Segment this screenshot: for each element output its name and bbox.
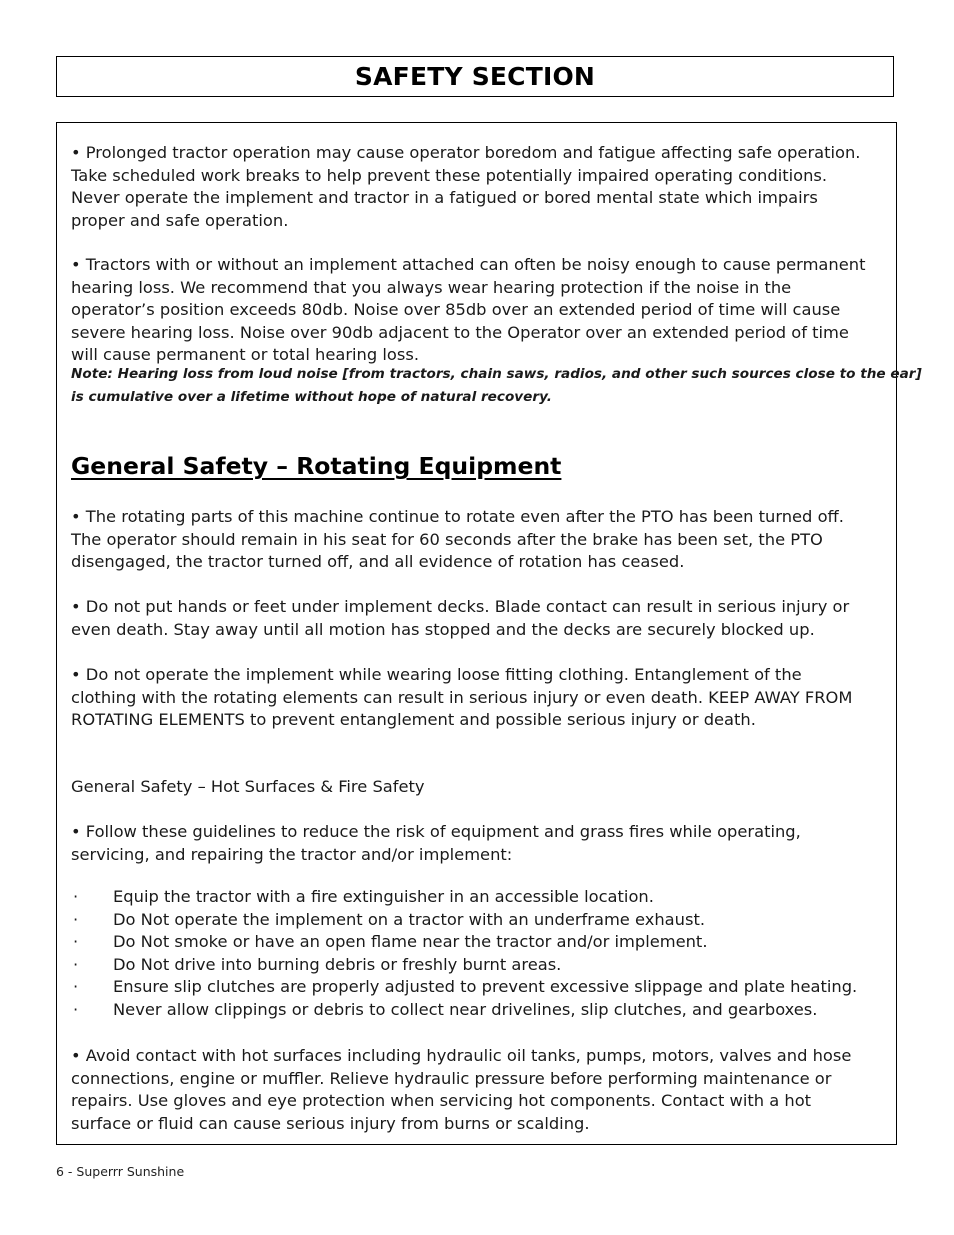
text-line: • Prolonged tractor operation may cause operator boredom and fatigue affecting safe operation. [71,143,861,162]
content-box [56,122,922,1145]
text-line: clothing with the rotating elements can result in serious injury or even death. KEEP AWAY FROM [71,687,853,707]
section-title-box [56,56,894,97]
bullet-dot: · [73,977,79,996]
fire-guidelines-list [71,886,857,1021]
bullet-hands-feet [71,596,849,641]
page-footer: 6 - Superrr Sunshine [56,1164,185,1179]
list-item-text: Never allow clippings or debris to collect near drivelines, slip clutches, and gearboxes. [113,999,818,1019]
text-line: • Tractors with or without an implement attached can often be noisy enough to cause permanent [71,255,866,274]
text-line: • Do not put hands or feet under implement decks. Blade contact can result in serious injury or [71,597,850,616]
list-item [71,909,857,932]
list-item-text: Do Not smoke or have an open flame near the tractor and/or implement. [113,932,708,951]
text-line: disengaged, the tractor turned off, and all evidence of rotation has ceased. [71,552,685,571]
list-item-text: Ensure slip clutches are properly adjusted to prevent excessive slippage and plate heating. [113,977,858,996]
text-line: The operator should remain in his seat for 60 seconds after the brake has been set, the PTO [71,529,823,549]
text-line: servicing, and repairing the tractor and/or implement: [71,844,513,864]
list-item [71,999,857,1022]
bullet-dot: · [73,954,79,974]
page-title: SAFETY SECTION [354,62,596,91]
heading-rotating-equipment: General Safety – Rotating Equipment [71,452,562,480]
list-item-text: Equip the tractor with a fire extinguisher in an accessible location. [113,887,654,906]
note-line: is cumulative over a lifetime without hope of natural recovery. [71,389,552,405]
list-item-text: Do Not operate the implement on a tractor with an underframe exhaust. [113,909,706,929]
text-line: connections, engine or muffler. Relieve hydraulic pressure before performing maintenance or [71,1068,832,1088]
bullet-dot: · [73,887,79,906]
note-line: Note: Hearing loss from loud noise [from tractors, chain saws, radios, and other such sources close to the ear] [71,366,922,382]
text-line: Take scheduled work breaks to help prevent these potentially impaired operating conditions. [71,165,828,185]
bullet-fatigue [71,142,860,232]
bullet-hearing [71,254,865,367]
list-item-text: Do Not drive into burning debris or freshly burnt areas. [113,954,562,974]
text-line: operator’s position exceeds 80db. Noise over 85db over an extended period of time will cause [71,300,841,319]
list-item [71,954,857,977]
text-line: ROTATING ELEMENTS to prevent entanglement and possible serious injury or death. [71,710,756,729]
list-item [71,931,857,954]
list-item [71,886,857,909]
text-line: even death. Stay away until all motion has stopped and the decks are securely blocked up. [71,619,815,639]
text-line: • The rotating parts of this machine continue to rotate even after the PTO has been turned off. [71,507,844,526]
bullet-rotating-parts [71,506,844,574]
text-line: • Do not operate the implement while wearing loose fitting clothing. Entanglement of the [71,665,802,684]
hearing-note [71,363,922,409]
text-line: • Avoid contact with hot surfaces including hydraulic oil tanks, pumps, motors, valves and hose [71,1046,852,1065]
text-line: • Follow these guidelines to reduce the risk of equipment and grass fires while operating, [71,822,801,841]
text-line: hearing loss. We recommend that you always wear hearing protection if the noise in the [71,277,792,297]
bullet-dot: · [73,932,79,951]
text-line: proper and safe operation. [71,210,289,230]
text-line: Never operate the implement and tractor in a fatigued or bored mental state which impairs [71,188,818,207]
text-line: will cause permanent or total hearing loss. [71,345,420,364]
text-line: repairs. Use gloves and eye protection when servicing hot components. Contact with a hot [71,1091,812,1110]
heading-fire-safety: General Safety – Hot Surfaces & Fire Safety [71,777,425,796]
bullet-dot: · [73,909,79,929]
list-item [71,976,857,999]
bullet-loose-clothing [71,664,852,732]
bullet-fire-guidelines [71,821,801,866]
bullet-hot-surfaces [71,1045,851,1135]
bullet-dot: · [73,999,79,1019]
text-line: surface or fluid can cause serious injury from burns or scalding. [71,1113,590,1133]
text-line: severe hearing loss. Noise over 90db adjacent to the Operator over an extended period of time [71,322,849,342]
